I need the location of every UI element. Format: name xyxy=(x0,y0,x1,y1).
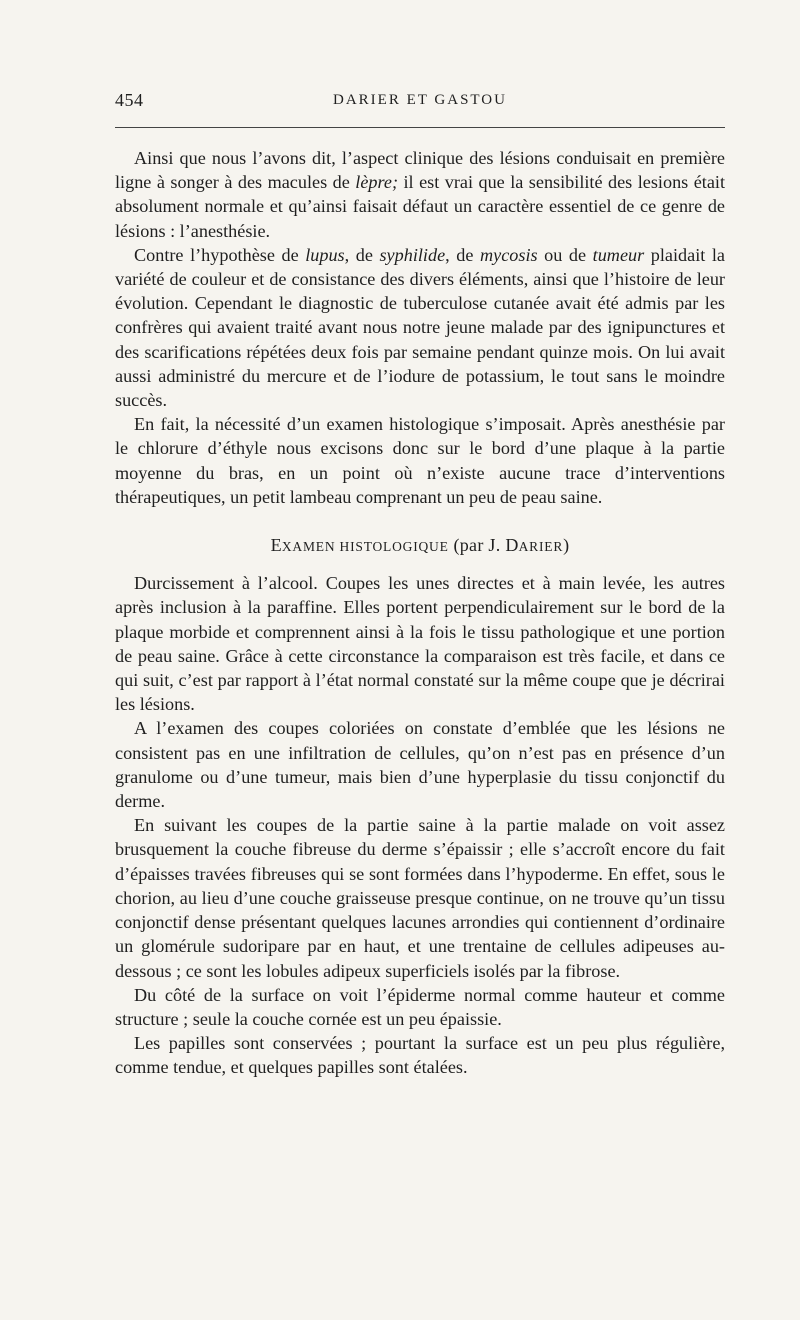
running-head: DARIER ET GASTOU xyxy=(333,92,507,108)
paragraph: Contre l’hypothèse de lupus, de syphilide, de mycosis ou de tumeur plaidait la variété de couleur et de consistance des divers éléments, ainsi que l’histoire de leur évolution. Cependant le diagnostic de tuberculose cutanée avait été admis par les confrères qui avaient traité avant nous notre jeune malade par des ignipunctures et des scarifications répétées deux fois par semaine pendant quinze mois. On lui avait aussi administré du mercure et de l’iodure de potassium, le tout sans le moindre succès. xyxy=(115,244,725,411)
paragraph: Durcissement à l’alcool. Coupes les unes directes et à main levée, les autres après inclusion à la paraffine. Elles portent perpendiculairement sur le bord de la plaque morbide et comprennent ainsi à la fois le tissu pathologique et une portion de peau saine. Grâce à cette circonstance la comparaison est très facile, et dans ce qui suit, c’est par rapport à l’état normal constaté sur la même coupe que je décrirai les lésions. xyxy=(115,573,725,715)
section-heading: EXAMEN HISTOLOGIQUE (par J. DARIER) xyxy=(270,535,570,556)
page-number: 454 xyxy=(115,90,144,110)
page-header xyxy=(115,86,725,116)
paragraph: Les papilles sont conservées ; pourtant la surface est un peu plus régulière, comme tendue, et quelques papilles sont étalées. xyxy=(115,1033,725,1078)
paragraph: Du côté de la surface on voit l’épiderme normal comme hauteur et comme structure ; seule la couche cornée est un peu épaissie. xyxy=(115,984,725,1029)
paragraph: En suivant les coupes de la partie saine à la partie malade on voit assez brusquement la couche fibreuse du derme s’épaissir ; elle s’accroît encore du fait d’épaisses travées fibreuses qui se sont formées dans l’hypoderme. En effet, sous le chorion, au lieu d’une couche graisseuse presque continue, on ne trouve qu’un tissu conjonctif dense présentant quelques lacunes arrondies qui contiennent d’ordinaire un glomérule sudoripare par en haut, et une trentaine de cellules adipeuses au-dessous ; ce sont les lobules adipeux superficiels isolés par la fibrose. xyxy=(115,815,725,981)
paragraph: En fait, la nécessité d’un examen histologique s’imposait. Après anesthésie par le chlorure d’éthyle nous excisons donc sur le bord d’une plaque à la partie moyenne du bras, en un point où n’existe aucune trace d’interventions thérapeutiques, un petit lambeau comprenant un peu de peau saine. xyxy=(115,414,725,507)
header-rule xyxy=(115,127,725,128)
body-text xyxy=(115,146,725,1080)
paragraph: Ainsi que nous l’avons dit, l’aspect clinique des lésions conduisait en première ligne à songer à des macules de lèpre; il est vrai que la sensibilité des lesions était absolument normale et qu’ainsi faisait défaut un caractère essentiel de ce genre de lésions : l’anesthésie. xyxy=(115,148,726,241)
paragraph: A l’examen des coupes coloriées on constate d’emblée que les lésions ne consistent pas en une infiltration de cellules, qu’on n’est pas en présence d’un granulome ou d’une tumeur, mais bien d’une hyperplasie du tissu conjonctif du derme. xyxy=(115,718,725,812)
